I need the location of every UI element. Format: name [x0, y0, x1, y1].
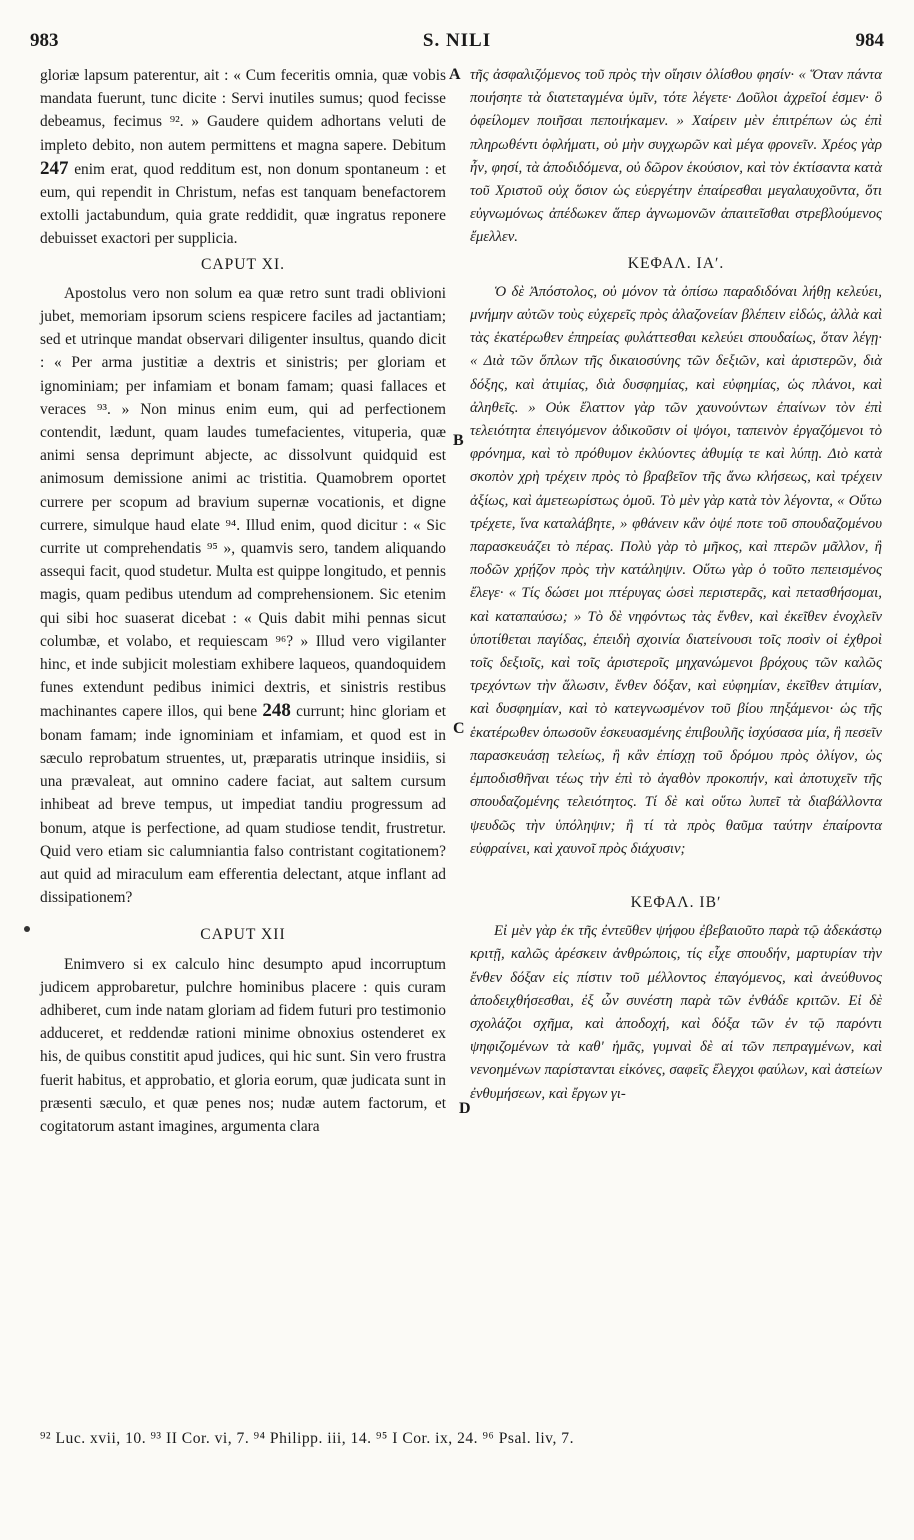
- chapter-heading: CAPUT XII: [200, 926, 286, 944]
- column-number: 247: [40, 157, 69, 179]
- running-title: S. NILI: [422, 30, 492, 51]
- footnotes: ⁹² Luc. xvii, 10. ⁹³ II Cor. vi, 7. ⁹⁴ Philipp. iii, 14. ⁹⁵ I Cor. ix, 24. ⁹⁶ Psal. liv, 7.: [40, 1430, 574, 1447]
- column-number: 248: [262, 700, 291, 722]
- greek-column: [470, 64, 882, 1106]
- page-number-right: 984: [855, 30, 884, 51]
- page-number-left: 983: [30, 30, 59, 51]
- latin-paragraph: [40, 282, 446, 909]
- latin-column: [40, 64, 446, 1138]
- chapter-heading: ΚΕΦΑΛ. ΙΑʹ.: [627, 254, 725, 272]
- margin-marker-c: C: [453, 720, 465, 737]
- latin-text: Apostolus vero non solum ea quæ retro sunt tradi oblivioni jubet, memoriam ipsorum sciens respicere faciles ad jactantiam; sed et utrinque mandat observari diligenter insultus, quando dicit : « Per arma justitiæ a dextris et sinistris; per gloriam et ignominiam; per infamiam et bonam famam; quasi fallaces et veraces ⁹³. » Non minus enim eum, qui ad perfectionem contendit, lædunt, quam laudes tumefacientes, vituperia, quæ animi sensa deprimunt abjecte, ac dissolvunt quidquid est animosum demissione animi ac tristitia. Quamobrem oportet currere per scopum ad bravium supernæ vocationis, et digne currere, simulque haud elate ⁹⁴. Illud enim, quod dicitur : « Sic currite ut comprehendatis ⁹⁵ », quamvis sero, tandem aliquando assequi facit, quod studetur. Multa est quippe longitudo, et pennis magis, quam pedibus utendum ad comprehensionem. Sic etenim qui sibi hoc suaserat dicebat : « Quis dabit mihi pennas sicut columbæ, et volabo, et requiescam ⁹⁶? » Illud vero vigilanter hinc, et inde subjicit molestiam exhibere laqueos, quandoquidem funes extendunt pedibus inimici dextris, et sinistris restibus machinantes capere illos, qui bene: [40, 284, 446, 721]
- latin-text: currunt; hinc gloriam et bonam famam; inde ignominiam et infamiam, et quod est in sæculo reprobatum struentes, ut, præparatis utrinque insidiis, si una prævaleat, aut omnino cadere faciat, aut saltem cursum inhibeat ad breve tempus, ut impediat tandiu progressum ad bonum, atque is perfectione, ad quam studiose tendit, frustretur. Quid vero etiam sic calumniantia falso contristant cogitationem? aut quid ad miraculum eam efferentia delectant, atque inflant ad dissipationem?: [40, 703, 446, 907]
- margin-marker-a: A: [449, 66, 461, 83]
- latin-text: gloriæ lapsum paterentur, ait : « Cum feceritis omnia, quæ vobis mandata fuerunt, tunc dicite : Servi inutiles sumus; quod fecisse debeamus, fecimus ⁹². » Gaudere quidem adhortans veluti de impleto debito, non autem permittens et magna sapere. Debitum: [40, 67, 446, 154]
- latin-paragraph: [40, 64, 446, 251]
- page-header: [30, 30, 884, 64]
- ink-blot-mark: [24, 926, 30, 932]
- margin-marker-d: D: [459, 1100, 471, 1117]
- chapter-heading: CAPUT XI.: [200, 255, 286, 273]
- margin-marker-b: B: [453, 432, 464, 449]
- chapter-heading: ΚΕΦΑΛ. ΙΒʹ: [630, 893, 722, 911]
- greek-paragraph: τῆς ἀσφαλιζόμενος τοῦ πρὸς τὴν οἴησιν ὀλίσθου φησίν· « Ὅταν πάντα ποιήσητε τὰ διατεταγμένα ὑμῖν, τότε λέγετε· Δοῦλοι ἀχρεῖοί ἐσμεν· ὃ ὀφείλομεν ποιῆσαι πεποιήκαμεν. » Χαίρειν μὲν ἐπιτρέπων ὡς ἐπὶ πληρωθέντι ὀφλήματι, οὐ μὴν συγχωρῶν καὶ μέγα φρονεῖν. Χρέος γὰρ ἦν, φησί, τὰ ἀποδιδόμενα, οὐ δῶρον ἑκούσιον, καὶ τὸν ἐκτίσαντα κατὰ τοῦ Χριστοῦ οὐχ ὅσιον ὡς εὐεργέτην ἐπαίρεσθαι μεγαλαυχοῦντα, ὅτι εὐγνωμόνως ἀπέδωκεν ἅπερ ἀγνωμονῶν ἀπαιτεῖσθαι στρεβλούμενος ἔμελλεν.: [470, 67, 882, 246]
- latin-text: enim erat, quod redditum est, non donum spontaneum : et eum, qui rependit in Christum, nefas est tanquam benefactorem extolli jactabundum, quia grate reddidit, quæ ingratus reponere debuisset exactori per supplicia.: [40, 160, 446, 248]
- latin-paragraph: Enimvero si ex calculo hinc desumpto apud incorruptum judicem approbaretur, pulchre hominibus placere : quis curam adhiberet, cum inde natam gloriam ad fidem futuri pro testimonio adduceret, et reddendæ rationi minime obnoxius ostenderet ex his, de quibus constitit apud judices, qui hic sunt. Sin vero frustra fuerit habitus, et approbatio, et gloria eorum, quæ judicata sunt in præsenti sæculo, et quæ penes nos; nudæ autem factorum, et cogitatorum astant imagines, argumenta clara: [40, 955, 446, 1135]
- greek-paragraph: Εἰ μὲν γὰρ ἐκ τῆς ἐντεῦθεν ψήφου ἐβεβαιοῦτο παρὰ τῷ ἀδεκάστῳ κριτῇ, καλῶς ἀρέσκειν ἀνθρώποις, τίς εἶχε σπουδήν, μαρτυρίαν τὴν ἔνθεν δόξαν εἰς πίστιν τοῦ μέλλοντος ἐπαγόμενος, καὶ ἀνεύθυνος ἀποδειχθήσεσθαι, ἐξ ὧν συνέστη παρὰ τῶν ἐνθάδε κριτῶν. Εἰ δὲ σχολάζοι σχῆμα, καὶ ἀποδοχή, καὶ δόξα τῶν ἐν τῷ παρόντι ψηφιζομένων τὰ καθ' ἡμᾶς, γυμναὶ δὲ αἱ τῶν πεπραγμένων, καὶ νενοημένων παρίστανται εἰκόνες, σαφεῖς ἔλεγχοι φαύλων, καὶ ἀστείων ἐνθυμήσεων, καὶ ἔργων γι-: [470, 923, 882, 1102]
- greek-paragraph: Ὁ δὲ Ἀπόστολος, οὐ μόνον τὰ ὀπίσω παραδιδόναι λήθῃ κελεύει, μνήμην αὐτῶν τοὺς εὐχερεῖς πρὸς ἀλαζονείαν βλέπειν εἰδώς, ἀλλὰ καὶ τὰς ἑκατέρωθεν ἐπηρείας φυλάττεσθαι κελεύει σπουδαίως, ὅταν λέγῃ· « Διὰ τῶν ὅπλων τῆς δικαιοσύνης τῶν δεξιῶν, καὶ ἀριστερῶν, διὰ δόξης, καὶ ἀτιμίας, διὰ δυσφημίας, καὶ εὐφημίας, ὡς πλάνοι, καὶ ἀληθεῖς. » Οὐκ ἔλαττον γὰρ τῶν χαυνούντων ἐπαίνων τὸν ἐπὶ τελειότητα ἐπειγόμενον ἀδικοῦσιν οἱ ψόγοι, ταπεινὸν ἐργαζόμενοι τὸ φρόνημα, καὶ τὸ πρόθυμον ἐκλύοντες ἀθυμίᾳ τε καὶ λύπῃ. Διὸ κατὰ σκοπὸν χρὴ τρέχειν πρὸς τὸ βραβεῖον τῆς ἄνω κλήσεως, καὶ τρέχειν ἀξίως, καὶ ἀμετεωρίστως ὁμοῦ. Τὸ μὲν γὰρ κατὰ τὸν λέγοντα, « Οὕτω τρέχετε, ἵνα καταλάβητε, » φθάνειν κἂν ὀψέ ποτε τοῦ σπουδαζομένου παρασκευάζει τὸ πέρας. Πολὺ γὰρ τὸ μῆκος, καὶ πτερῶν μᾶλλον, ἢ ποδῶν χρῄζον πρὸς τὴν κατάληψιν. Οὕτω γὰρ ὁ τοῦτο πεπεισμένος ἔλεγε· « Τίς δώσει μοι πτέρυγας ὡσεὶ περιστερᾶς, καὶ πετασθήσομαι, καὶ καταπαύσω; » Τὸ δὲ νηφόντως τὰς ἔνθεν, καὶ ἐκεῖθεν ἐνοχλεῖν ὑποτίθεται παγίδας, ἐπειδὴ σχοινία διατείνουσι τοῖς ποσὶν οἱ ἐχθροὶ τοῖς δεξιοῖς, καὶ τοῖς ἀριστεροῖς μηχανώμενοι βρόχους τῶν καλῶς τρεχόντων τὴν ἅλωσιν, ἔνθεν δόξαν, καὶ εὐφημίαν, ἐκεῖθεν ἀτιμίαν, καὶ δυσφημίαν, καὶ τὸ κατεγνωσμένον τοῦ βίου πηξάμενοι· ὡς τῆς ἑκατέρωθεν ὁπωσοῦν ἐσκευασμένης ἐπιβουλῆς ἰσχύσασα μία, ἢ πεσεῖν παρασκευάσῃ τελείως, ἢ κἂν ἐπίσχῃ τοῦ δρόμου πρὸς ὀλίγον, ὡς ἐμποδισθῆναι τέως τὴν ἐπὶ τὸ ἀγαθὸν προκοπήν, καὶ ἀποτυχεῖν τῆς σπουδαζομένης τελειότητος. Τί δὲ καὶ οὕτω λυπεῖ τὰ διαβάλλοντα ψευδῶς τὴν ὑπόληψιν; ἢ τί τὰ πρὸς θαῦμα ταύτην ἐπαίροντα εὐφραίνει, καὶ χαυνοῖ πρὸς διάχυσιν;: [470, 283, 882, 857]
